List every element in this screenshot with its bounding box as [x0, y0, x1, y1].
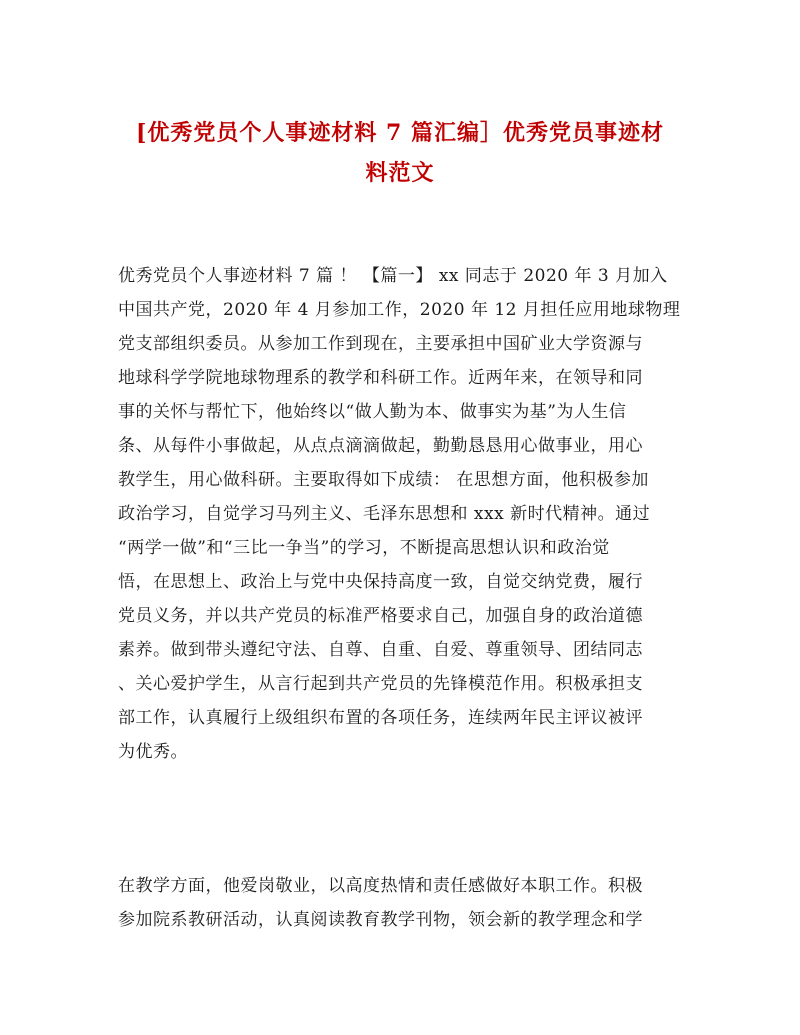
text-line: 地球科学学院地球物理系的教学和科研工作。近两年来，在领导和同 — [118, 368, 643, 388]
text-line: 条、从每件小事做起，从点点滴滴做起，勤勤恳恳用心做事业，用心 — [118, 436, 643, 456]
text-line: 素养。做到带头遵纪守法、自尊、自重、自爱、尊重领导、团结同志 — [118, 640, 643, 660]
text-line: 优秀党员个人事迹材料 7 篇 ！ 【篇一】 xx 同志于 2020 年 3 月加入 — [118, 266, 668, 286]
text-line: 党支部组织委员。从参加工作到现在，主要承担中国矿业大学资源与 — [118, 334, 643, 354]
text-line: 在教学方面，他爱岗敬业，以高度热情和责任感做好本职工作。积极 — [118, 876, 643, 896]
text-line: 、关心爱护学生，从言行起到共产党员的先锋模范作用。积极承担支 — [118, 674, 643, 694]
text-line: 悟，在思想上、政治上与党中央保持高度一致，自觉交纳党费，履行 — [118, 572, 643, 592]
text-line: 政治学习，自觉学习马列主义、毛泽东思想和 xxx 新时代精神。通过 — [118, 504, 651, 524]
title-line: 料范文 — [365, 159, 435, 186]
text-line: “两学一做”和“三比一争当”的学习，不断提高思想认识和政治觉 — [118, 538, 610, 558]
text-line: 党员义务，并以共产党员的标准严格要求自己，加强自身的政治道德 — [118, 606, 643, 626]
paragraph-2 — [118, 869, 688, 937]
text-line: 参加院系教研活动，认真阅读教育教学刊物，领会新的教学理念和学 — [118, 910, 643, 930]
paragraph-1 — [118, 259, 688, 769]
text-line: 教学生，用心做科研。主要取得如下成绩： 在思想方面，他积极参加 — [118, 470, 649, 490]
document-title — [100, 113, 700, 193]
text-line: 事的关怀与帮忙下，他始终以“做人勤为本、做事实为基”为人生信 — [118, 402, 627, 422]
text-line: 部工作，认真履行上级组织布置的各项任务，连续两年民主评议被评 — [118, 708, 643, 728]
text-line: 中国共产党，2020 年 4 月参加工作，2020 年 12 月担任应用地球物理 — [118, 300, 681, 320]
title-line: [优秀党员个人事迹材料 7 篇汇编］优秀党员事迹材 — [135, 119, 665, 146]
text-line: 为优秀。 — [118, 742, 188, 762]
